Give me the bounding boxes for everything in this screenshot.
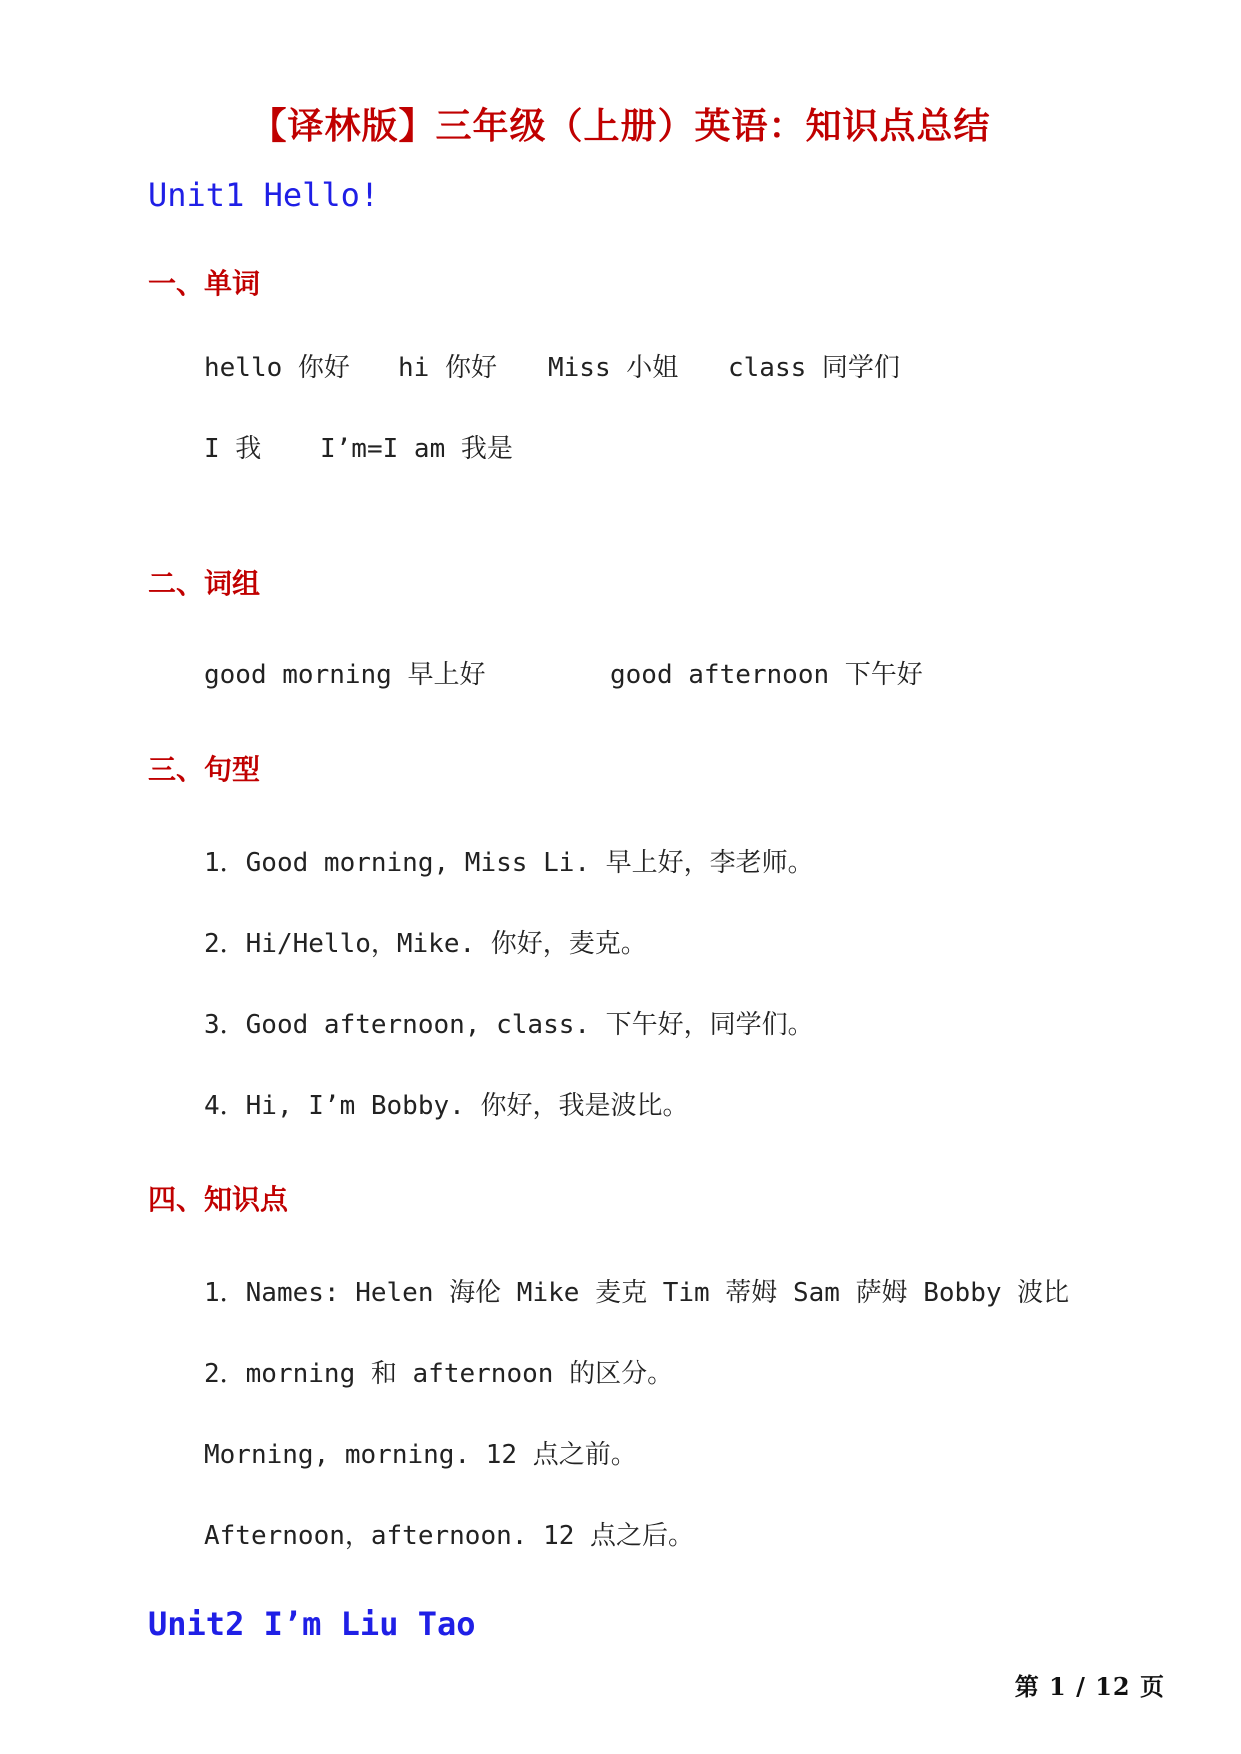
sentences-section-heading: 三、句型 [148, 753, 261, 786]
sentence-3: 3．Good afternoon, class. 下午好，同学们。 [204, 1010, 814, 1040]
sentence-4: 4．Hi, I’m Bobby. 你好，我是波比。 [204, 1091, 689, 1121]
word-i: I 我 [204, 434, 262, 464]
phrase-good-morning: good morning 早上好 [204, 660, 486, 690]
words-section-heading: 一、单词 [148, 267, 261, 300]
page-number: 第 1 / 12 页 [1014, 1672, 1165, 1701]
unit2-heading: Unit2 I’m Liu Tao [148, 1605, 476, 1643]
phrases-section-heading: 二、词组 [148, 567, 261, 600]
knowledge-names: 1．Names: Helen 海伦 Mike 麦克 Tim 蒂姆 Sam 萨姆 Bobby 波比 [204, 1278, 1070, 1308]
knowledge-distinction: 2．morning 和 afternoon 的区分。 [204, 1359, 674, 1389]
sentence-1: 1．Good morning, Miss Li. 早上好，李老师。 [204, 848, 814, 878]
knowledge-section-heading: 四、知识点 [148, 1183, 289, 1216]
word-i-am: I’m=I am 我是 [320, 434, 513, 464]
phrase-good-afternoon: good afternoon 下午好 [610, 660, 923, 690]
word-hello: hello 你好 [204, 353, 350, 383]
word-miss: Miss 小姐 [548, 353, 679, 383]
sentence-2: 2．Hi/Hello，Mike. 你好，麦克。 [204, 929, 647, 959]
word-hi: hi 你好 [398, 353, 497, 383]
word-class: class 同学们 [728, 353, 900, 383]
document-title: 【译林版】三年级（上册）英语：知识点总结 [250, 105, 991, 147]
knowledge-morning: Morning, morning. 12 点之前。 [204, 1440, 637, 1470]
unit1-heading: Unit1 Hello! [148, 176, 380, 214]
knowledge-afternoon: Afternoon，afternoon. 12 点之后。 [204, 1521, 695, 1551]
